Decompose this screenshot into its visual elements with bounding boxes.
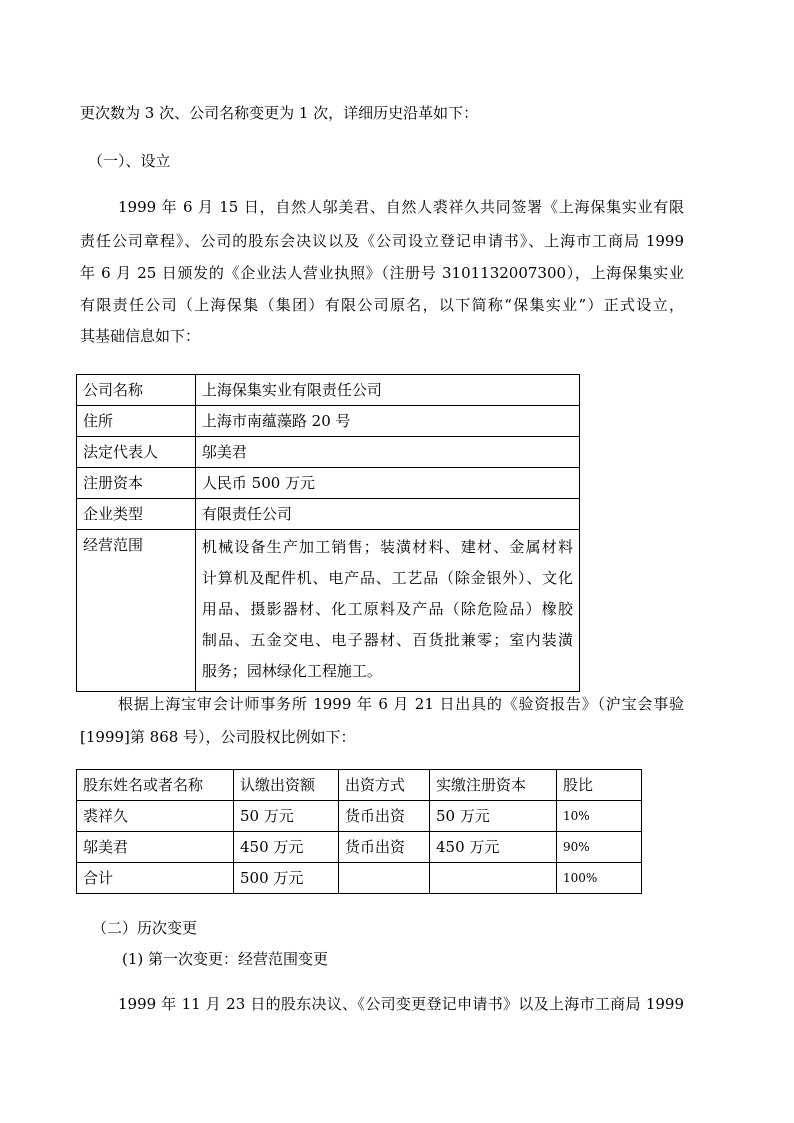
- table-cell: 500 万元: [234, 863, 339, 894]
- table-cell: 10%: [557, 801, 642, 832]
- paragraph-line: 年 6 月 25 日颁发的《企业法人营业执照》（注册号 3101132007300），上海保集实业: [80, 264, 684, 282]
- table-cell: 货币出资: [339, 801, 430, 832]
- table-row: [77, 832, 642, 863]
- info-value: 上海保集实业有限责任公司: [195, 375, 579, 406]
- paragraph-line: 根据上海宝审会计师事务所 1999 年 6 月 21 日出具的《验资报告》（沪宝会事验: [118, 695, 684, 713]
- table-row: [77, 530, 580, 692]
- first-change-paragraph-line: 1999 年 11 月 23 日的股东决议、《公司变更登记申请书》以及上海市工商局 1999: [118, 995, 684, 1013]
- table-header-row: [77, 770, 642, 801]
- info-key: 公司名称: [77, 375, 196, 406]
- info-value: 人民币 500 万元: [195, 468, 579, 499]
- column-header: 出资方式: [339, 770, 430, 801]
- table-cell: 450 万元: [234, 832, 339, 863]
- table-cell: 90%: [557, 832, 642, 863]
- scope-line: 服务；园林绿化工程施工。: [201, 662, 382, 680]
- column-header: 实缴注册资本: [430, 770, 557, 801]
- info-value: 上海市南蕴藻路 20 号: [195, 406, 579, 437]
- scope-line: 用品、摄影器材、化工原料及产品（除危险品）橡胶: [201, 600, 573, 618]
- paragraph-line: 责任公司章程》、公司的股东会决议以及《公司设立登记申请书》、上海市工商局 1999: [80, 232, 684, 250]
- paragraph-line: 其基础信息如下：: [80, 327, 201, 345]
- table-row: [77, 801, 642, 832]
- info-key: 企业类型: [77, 499, 196, 530]
- column-header: 股东姓名或者名称: [77, 770, 234, 801]
- table-row: [77, 499, 580, 530]
- table-cell: 邬美君: [77, 832, 234, 863]
- info-key: 住所: [77, 406, 196, 437]
- table-cell: [339, 863, 430, 894]
- table-cell: 100%: [557, 863, 642, 894]
- info-key: 法定代表人: [77, 437, 196, 468]
- table-row: [77, 437, 580, 468]
- info-value: 有限责任公司: [195, 499, 579, 530]
- info-key: 注册资本: [77, 468, 196, 499]
- shareholder-table: [76, 769, 642, 894]
- scope-line: 制品、五金交电、电子器材、百货批兼零；室内装潢: [201, 631, 573, 649]
- column-header: 认缴出资额: [234, 770, 339, 801]
- scope-line: 机械设备生产加工销售；装潢材料、建材、金属材料: [201, 538, 573, 556]
- table-row: [77, 375, 580, 406]
- table-cell: 50 万元: [430, 801, 557, 832]
- paragraph-line: [1999]第 868 号），公司股权比例如下：: [80, 728, 356, 746]
- table-row: [77, 468, 580, 499]
- table-cell: 合计: [77, 863, 234, 894]
- intro-line: 更次数为 3 次、公司名称变更为 1 次，详细历史沿革如下：: [80, 104, 479, 122]
- info-value: 邬美君: [195, 437, 579, 468]
- section-heading-establishment: （一）、设立: [88, 152, 171, 170]
- business-scope-value: [195, 530, 579, 692]
- table-total-row: [77, 863, 642, 894]
- table-cell: 货币出资: [339, 832, 430, 863]
- subsection-heading-first-change: (1) 第一次变更：经营范围变更: [122, 950, 329, 968]
- paragraph-line: 有限责任公司（上海保集（集团）有限公司原名，以下简称“保集实业”）正式设立，: [80, 296, 684, 314]
- table-cell: 50 万元: [234, 801, 339, 832]
- company-info-table: [76, 374, 580, 692]
- column-header: 股比: [557, 770, 642, 801]
- paragraph-line: 1999 年 6 月 15 日，自然人邬美君、自然人裘祥久共同签署《上海保集实业有限: [118, 198, 684, 216]
- scope-line: 计算机及配件机、电产品、工艺品（除金银外）、文化: [201, 569, 573, 587]
- info-key: 经营范围: [77, 530, 196, 692]
- section-heading-changes: （二）历次变更: [92, 919, 198, 937]
- table-cell: 裘祥久: [77, 801, 234, 832]
- table-row: [77, 406, 580, 437]
- table-cell: 450 万元: [430, 832, 557, 863]
- table-cell: [430, 863, 557, 894]
